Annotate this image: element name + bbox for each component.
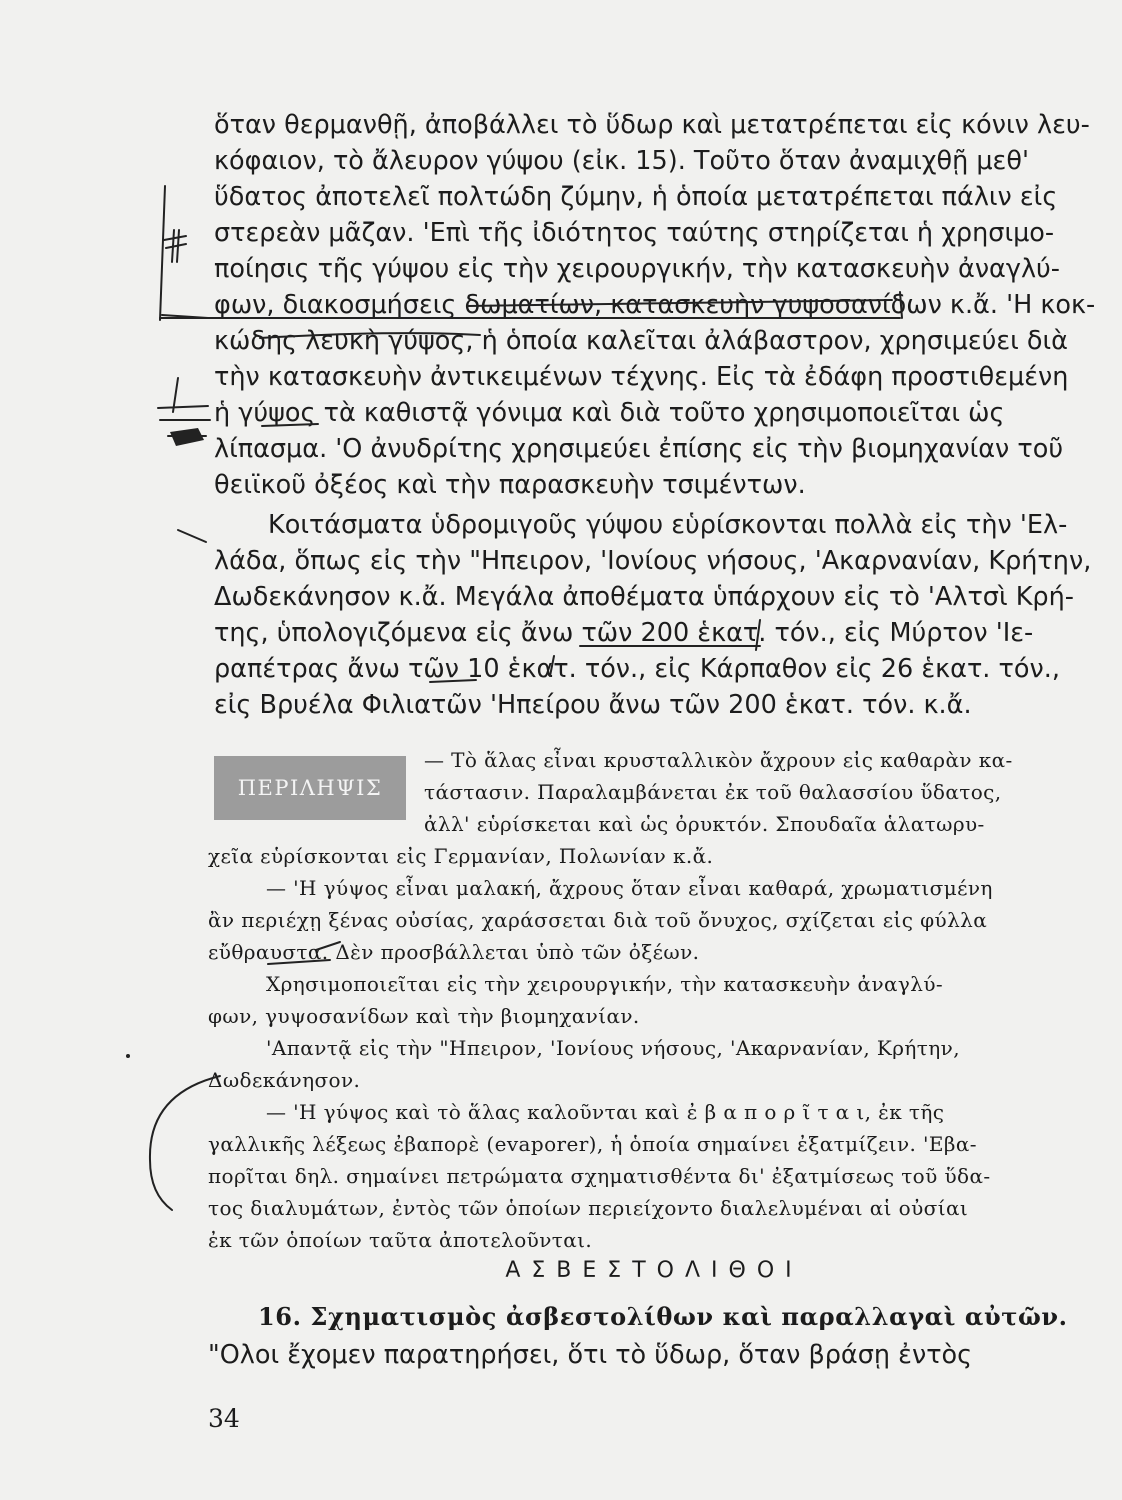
summary-line: χεῖα εὑρίσκονται εἰς Γερμανίαν, Πολωνίαν κ.ἄ. — [208, 844, 714, 868]
summary-line: Χρησιμοποιεῖται εἰς τὴν χειρουργικήν, τὴν κατασκευὴν ἀναγλύ- — [266, 972, 944, 996]
summary-line: τος διαλυμάτων, ἐντὸς τῶν ὁποίων περιείχοντο διαλελυμέναι αἱ οὐσίαι — [208, 1196, 969, 1220]
margin-dash-mark — [178, 530, 206, 542]
text-line: ἡ γύψος τὰ καθιστᾷ γόνιμα καὶ διὰ τοῦτο χρησιμοποιεῖται ὡς — [214, 398, 1005, 428]
text-line: ὅταν θερμανθῇ, ἀποβάλλει τὸ ὕδωρ καὶ μετατρέπεται εἰς κόνιν λευ- — [214, 110, 1090, 140]
margin-correction-mark — [158, 378, 210, 436]
summary-label: ΠΕΡΙΛΗΨΙΣ — [214, 756, 406, 820]
page-number: 34 — [208, 1404, 240, 1433]
text-line: λίπασμα. 'Ο ἀνυδρίτης χρησιμεύει ἐπίσης εἰς τὴν βιομηχανίαν τοῦ — [214, 434, 1064, 464]
ink-blot-mark — [170, 428, 204, 446]
summary-line: — 'Η γύψος καὶ τὸ ἅλας καλοῦνται καὶ ἐ β α π ο ρ ῖ τ α ι, ἐκ τῆς — [266, 1100, 945, 1124]
section-title: 16. Σχηματισμὸς ἀσβεστολίθων καὶ παραλλαγαὶ αὐτῶν. — [258, 1302, 1068, 1331]
summary-line: τάστασιν. Παραλαμβάνεται ἐκ τοῦ θαλασσίου ὕδατος, — [424, 780, 1002, 804]
summary-line: φων, γυψοσανίδων καὶ τὴν βιομηχανίαν. — [208, 1004, 640, 1028]
text-line: τὴν κατασκευὴν ἀντικειμένων τέχνης. Εἰς τὰ ἐδάφη προστιθεμένη — [214, 362, 1069, 392]
summary-line: πορῖται δηλ. σημαίνει πετρώματα σχηματισθέντα δι' ἐξατμίσεως τοῦ ὕδα- — [208, 1164, 991, 1188]
text-line: φων, διακοσμήσεις δωματίων, κατασκευὴν γυψοσανίδων κ.ἄ. 'Η κοκ- — [214, 290, 1096, 320]
text-line: κόφαιον, τὸ ἄλευρον γύψου (εἰκ. 15). Τοῦτο ὅταν ἀναμιχθῇ μεθ' — [214, 146, 1029, 176]
section-heading: ΑΣΒΕΣΤΟΛΙΘΟΙ — [505, 1258, 803, 1283]
text-line: Κοιτάσματα ὑδρομιγοῦς γύψου εὑρίσκονται πολλὰ εἰς τὴν 'Ελ- — [268, 510, 1068, 540]
summary-line: ἂν περιέχῃ ξένας οὐσίας, χαράσσεται διὰ τοῦ ὄνυχος, σχίζεται εἰς φύλλα — [208, 908, 988, 932]
text-line: κώδης λευκὴ γύψος, ἡ ὁποία καλεῖται ἀλάβαστρον, χρησιμεύει διὰ — [214, 326, 1068, 356]
text-line: "Ολοι ἔχομεν παρατηρήσει, ὅτι τὸ ὕδωρ, ὅταν βράσῃ ἐντὸς — [208, 1340, 973, 1370]
summary-line: Δωδεκάνησον. — [208, 1068, 361, 1092]
summary-line: ἐκ τῶν ὁποίων ταῦτα ἀποτελοῦνται. — [208, 1228, 593, 1252]
ink-dot-mark — [126, 1054, 130, 1058]
summary-line: 'Απαντᾷ εἰς τὴν "Ηπειρον, 'Ιονίους νήσους, 'Ακαρνανίαν, Κρήτην, — [266, 1036, 960, 1060]
text-line: Δωδεκάνησον κ.ἄ. Μεγάλα ἀποθέματα ὑπάρχουν εἰς τὸ 'Αλτσὶ Κρή- — [214, 582, 1074, 612]
summary-line: εὔθραυστα. Δὲν προσβάλλεται ὑπὸ τῶν ὀξέων. — [208, 940, 700, 964]
text-line: ποίησις τῆς γύψου εἰς τὴν χειρουργικήν, τὴν κατασκευὴν ἀναγλύ- — [214, 254, 1061, 284]
text-line: εἰς Βρυέλα Φιλιατῶν 'Ηπείρου ἄνω τῶν 200 ἑκατ. τόν. κ.ἄ. — [214, 690, 972, 720]
summary-line: — 'Η γύψος εἶναι μαλακή, ἄχρους ὅταν εἶναι καθαρά, χρωματισμένη — [266, 876, 993, 900]
summary-line: ἀλλ' εὑρίσκεται καὶ ὡς ὀρυκτόν. Σπουδαῖα ἁλατωρυ- — [424, 812, 985, 836]
text-line: ραπέτρας ἄνω τῶν 10 ἑκατ. τόν., εἰς Κάρπαθον εἰς 26 ἑκατ. τόν., — [214, 654, 1060, 684]
text-line: λάδα, ὅπως εἰς τὴν "Ηπειρον, 'Ιονίους νήσους, 'Ακαρνανίαν, Κρήτην, — [214, 546, 1092, 576]
text-line: της, ὑπολογιζόμενα εἰς ἄνω τῶν 200 ἑκατ. τόν., εἰς Μύρτον 'Ιε- — [214, 618, 1034, 648]
text-line: θειϊκοῦ ὀξέος καὶ τὴν παρασκευὴν τσιμέντων. — [214, 470, 806, 500]
margin-bracket-mark — [160, 186, 208, 320]
insert-mark — [164, 230, 186, 262]
text-line: ὕδατος ἀποτελεῖ πολτώδη ζύμην, ἡ ὁποία μετατρέπεται πάλιν εἰς — [214, 182, 1058, 212]
summary-line: — Τὸ ἅλας εἶναι κρυσταλλικὸν ἄχρουν εἰς καθαρὰν κα- — [424, 748, 1013, 772]
summary-line: γαλλικῆς λέξεως ἐβαπορὲ (evaporer), ἡ ὁποία σημαίνει ἐξατμίζειν. 'Εβα- — [208, 1132, 977, 1156]
text-line: στερεὰν μᾶζαν. 'Επὶ τῆς ἰδιότητος ταύτης στηρίζεται ἡ χρησιμο- — [214, 218, 1055, 248]
